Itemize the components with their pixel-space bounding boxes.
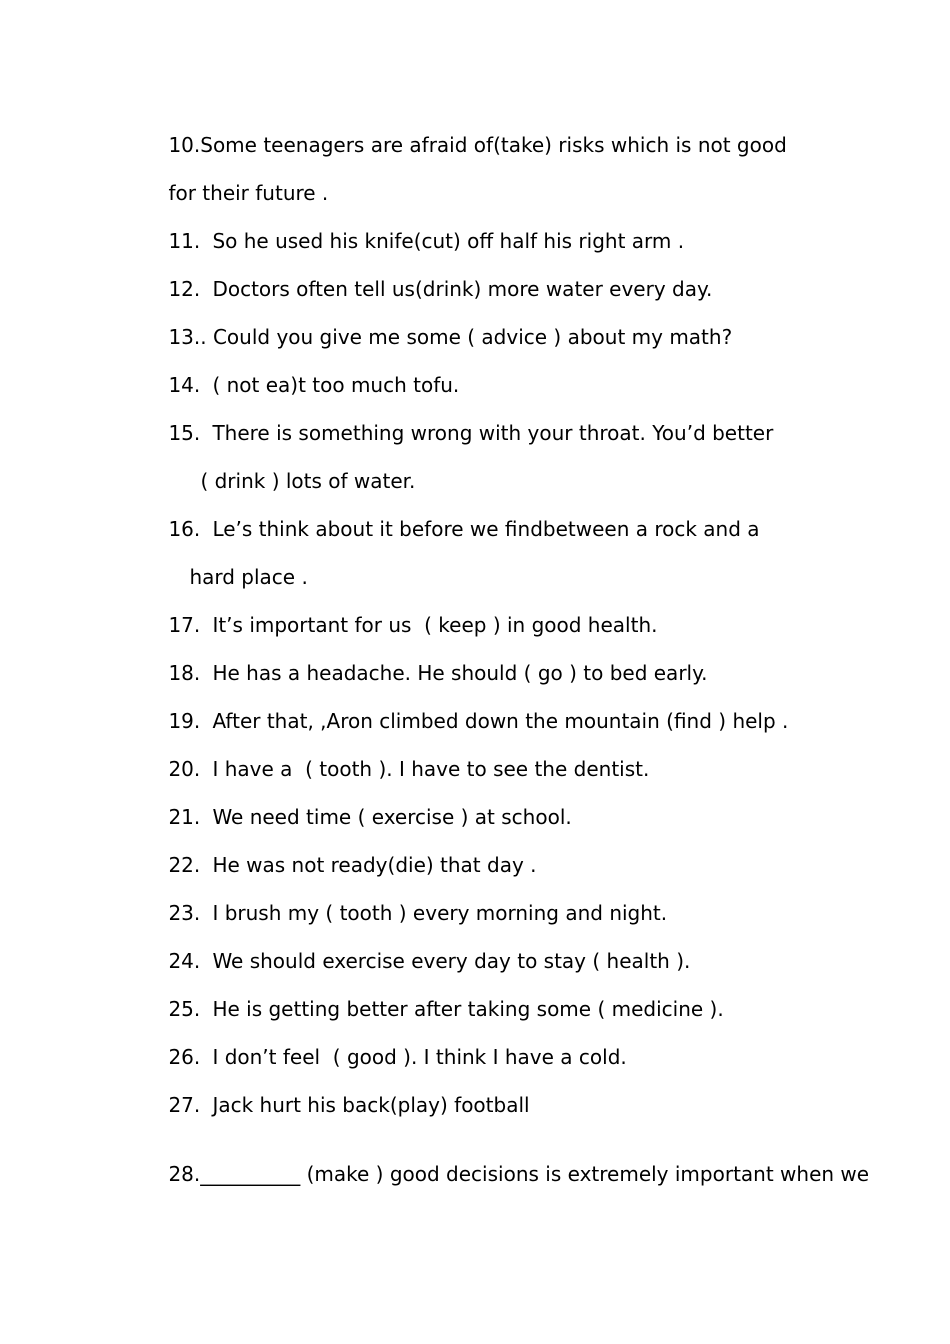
question-number: 10. xyxy=(168,133,201,157)
question-number: 21. xyxy=(168,805,201,829)
question-text: Jack hurt his back(play) football xyxy=(212,1093,530,1117)
question-text: ( drink ) lots of water. xyxy=(200,469,416,493)
question-text: He is getting better after taking some ( medicine ). xyxy=(212,997,724,1021)
question-text: It’s important for us ( keep ) in good health. xyxy=(212,613,658,637)
question-text: Le’s think about it before we findbetween a rock and a xyxy=(212,517,760,541)
question-27 xyxy=(143,1069,530,1141)
question-number: 14. xyxy=(168,373,201,397)
question-number: 19. xyxy=(168,709,201,733)
question-text: So he used his knife(cut) off half his right arm . xyxy=(212,229,685,253)
question-text: Some teenagers are afraid of(take) risks which is not good xyxy=(200,133,787,157)
question-text: Doctors often tell us(drink) more water every day. xyxy=(212,277,713,301)
question-text: ( not ea)t too much tofu. xyxy=(212,373,460,397)
question-text: hard place . xyxy=(189,565,308,589)
question-number: 18. xyxy=(168,661,201,685)
question-text: After that, ,Aron climbed down the mountain (find ) help . xyxy=(212,709,789,733)
question-text: He has a headache. He should ( go ) to bed early. xyxy=(212,661,708,685)
question-text: Could you give me some ( advice ) about my math? xyxy=(212,325,733,349)
question-number: 16. xyxy=(168,517,201,541)
question-number: 17. xyxy=(168,613,201,637)
question-text: We should exercise every day to stay ( health ). xyxy=(212,949,691,973)
question-text: I don’t feel ( good ). I think I have a cold. xyxy=(212,1045,627,1069)
question-text: I brush my ( tooth ) every morning and night. xyxy=(212,901,668,925)
question-number: 15. xyxy=(168,421,201,445)
question-number: 11. xyxy=(168,229,201,253)
question-number: 12. xyxy=(168,277,201,301)
question-number: 24. xyxy=(168,949,201,973)
question-text: He was not ready(die) that day . xyxy=(212,853,537,877)
question-text: __________ (make ) good decisions is extremely important when we xyxy=(200,1162,870,1186)
question-number: 20. xyxy=(168,757,201,781)
question-text: for their future . xyxy=(168,181,329,205)
question-number: 26. xyxy=(168,1045,201,1069)
question-text: I have a ( tooth ). I have to see the dentist. xyxy=(212,757,650,781)
question-number: 27. xyxy=(168,1093,201,1117)
question-28 xyxy=(143,1138,869,1210)
question-number: 13.. xyxy=(168,325,207,349)
question-number: 25. xyxy=(168,997,201,1021)
question-number: 22. xyxy=(168,853,201,877)
question-text: There is something wrong with your throat. You’d better xyxy=(212,421,774,445)
question-number: 28. xyxy=(168,1162,201,1186)
question-number: 23. xyxy=(168,901,201,925)
question-text: We need time ( exercise ) at school. xyxy=(212,805,572,829)
